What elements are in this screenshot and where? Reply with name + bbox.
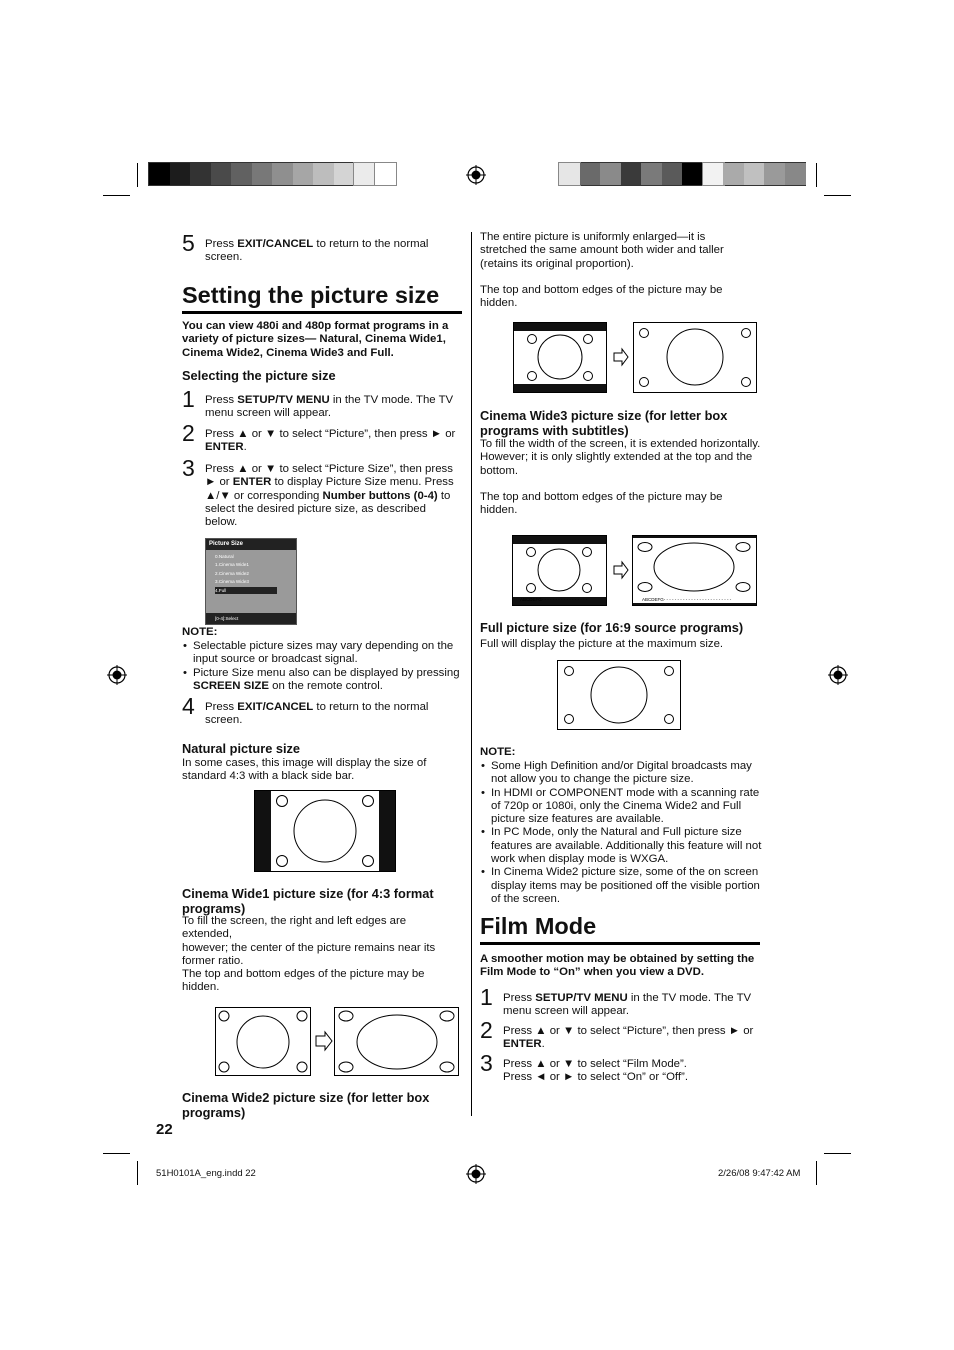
- color-swatch: [723, 163, 744, 185]
- subtitle-sample-left: ABCDEFG- - - - - - - - - - - - - - - - -: [520, 597, 588, 602]
- menu-item: 0.Natural: [215, 554, 234, 559]
- subheading: Cinema Wide1 picture size (for 4:3 format programs): [182, 886, 434, 916]
- footer-file: 51H0101A_eng.indd 22: [156, 1168, 256, 1179]
- menu-footer: [0-4]:Select: [206, 613, 296, 624]
- title-rule: [182, 311, 462, 314]
- color-swatch: [313, 163, 334, 185]
- color-bar-right: [558, 162, 806, 186]
- step-number: 2: [182, 420, 195, 446]
- step-number: 5: [182, 230, 195, 256]
- menu-title: Picture Size: [206, 539, 296, 550]
- color-swatch: [149, 163, 170, 185]
- color-swatch: [641, 163, 662, 185]
- color-swatch: [703, 163, 724, 185]
- note-item: • Picture Size menu also can be displayed by pressing SCREEN SIZE on the remote control.: [182, 667, 464, 694]
- step-text-suffix: to return to the normal screen.: [205, 238, 429, 264]
- color-swatch: [600, 163, 621, 185]
- color-swatch: [662, 163, 683, 185]
- step-number: 3: [480, 1050, 493, 1076]
- body-text: In some cases, this image will display the size of standard 4:3 with a black side bar.: [182, 757, 427, 783]
- subheading: Natural picture size: [182, 741, 301, 756]
- color-swatch: [334, 163, 355, 185]
- body-text: To fill the screen, the right and left edges are extended, however; the center of the picture remains near its former ratio. The top and bottom edges of the picture may be hidden.: [182, 915, 436, 994]
- menu-item: 4.Full: [215, 587, 227, 593]
- menu-item: 2.Cinema Wide2: [215, 571, 249, 576]
- color-swatch: [354, 163, 375, 185]
- color-swatch: [272, 163, 293, 185]
- step-number: 4: [182, 693, 195, 719]
- note-label: NOTE:: [480, 746, 516, 758]
- note-item: • In HDMI or COMPONENT mode with a scanning rate of 720p or 1080i, only the Cinema Wide2 and Full picture size features are available.: [480, 787, 762, 827]
- notes-list: [480, 760, 762, 906]
- intro-text: You can view 480i and 480p format programs in a variety of picture sizes— Natural, Cinema Wide1, Cinema Wide2, Cinema Wide3 and Full.: [182, 320, 449, 359]
- note-item: • In Cinema Wide2 picture size, some of the on screen display items may be positioned off the visible portion of the screen.: [480, 866, 762, 906]
- step-text: Press ▲ or ▼ to select “Picture Size”, then press ► or ENTER to display Picture Size menu. Press ▲/▼ or corresponding Number buttons (0-4) to select the desired picture size, as described below.: [205, 463, 454, 529]
- color-swatch: [231, 163, 252, 185]
- color-swatch: [170, 163, 191, 185]
- section-title: Setting the picture size: [182, 282, 440, 308]
- subheading: Full picture size (for 16:9 source programs): [480, 620, 744, 635]
- note-label: NOTE:: [182, 626, 218, 638]
- color-swatch: [682, 163, 703, 185]
- cinema-wide3-diagram: [512, 535, 758, 607]
- color-swatch: [375, 163, 396, 185]
- menu-item: 3.Cinema Wide3: [215, 579, 249, 584]
- page-number: 22: [156, 1121, 173, 1138]
- color-swatch: [580, 163, 601, 185]
- registration-target-icon: [466, 165, 486, 185]
- natural-diagram: [254, 790, 396, 872]
- step-text: [205, 238, 460, 265]
- step-text: Press ▲ or ▼ to select “Film Mode”. Press ◄ or ► to select “On” or “Off”.: [503, 1058, 689, 1084]
- cinema-wide1-diagram: [215, 1007, 460, 1077]
- menu-item: 1.Cinema Wide1: [215, 562, 249, 567]
- column-divider: [471, 232, 472, 1116]
- step-number: 3: [182, 455, 195, 481]
- button-name: EXIT/CANCEL: [237, 238, 314, 250]
- step-number: 2: [480, 1017, 493, 1043]
- color-swatch: [211, 163, 232, 185]
- step-text-prefix: Press: [205, 238, 238, 250]
- step-text: Press EXIT/CANCEL to return to the normal screen.: [205, 701, 429, 727]
- notes-list: [182, 640, 464, 693]
- color-swatch: [785, 163, 806, 185]
- step-text: Press SETUP/TV MENU in the TV mode. The TV menu screen will appear.: [205, 394, 454, 420]
- subheading: Cinema Wide2 picture size (for letter box programs): [182, 1090, 430, 1120]
- picture-size-menu: [205, 538, 297, 625]
- body-text: Full will display the picture at the maximum size.: [480, 638, 724, 650]
- registration-target-icon: [828, 665, 848, 685]
- registration-target-icon: [466, 1164, 486, 1184]
- color-bar-left: [148, 162, 396, 186]
- step-text: Press SETUP/TV MENU in the TV mode. The TV menu screen will appear.: [503, 992, 752, 1018]
- subheading: Selecting the picture size: [182, 368, 336, 383]
- note-item: • Selectable picture sizes may vary depending on the input source or broadcast signal.: [182, 640, 464, 667]
- section-title: Film Mode: [480, 913, 597, 939]
- subheading: Cinema Wide3 picture size (for letter box programs with subtitles): [480, 408, 728, 438]
- color-swatch: [252, 163, 273, 185]
- intro-text: A smoother motion may be obtained by setting the Film Mode to “On” when you view a DVD.: [480, 953, 755, 979]
- subtitle-sample-right: ABCDEFG- - - - - - - - - - - - - - - - - - - - - - - - -: [642, 597, 732, 602]
- full-diagram: [557, 660, 682, 731]
- color-swatch: [764, 163, 785, 185]
- cinema-wide2-diagram: [513, 322, 758, 394]
- color-swatch: [559, 163, 580, 185]
- body-text: To fill the width of the screen, it is extended horizontally. However; it is only slightly extended at the top and the bottom. The top and bottom edges of the picture may be hidden.: [480, 438, 761, 517]
- step-number: 1: [480, 984, 493, 1010]
- title-rule: [480, 942, 760, 945]
- step-number: 1: [182, 386, 195, 412]
- color-swatch: [293, 163, 314, 185]
- color-swatch: [621, 163, 642, 185]
- footer-date: 2/26/08 9:47:42 AM: [718, 1168, 801, 1179]
- body-text: The entire picture is uniformly enlarged—it is stretched the same amount both wider and taller (retains its original proportion). The top and bottom edges of the picture may be hidden.: [480, 231, 724, 310]
- registration-target-icon: [107, 665, 127, 685]
- note-item: • In PC Mode, only the Natural and Full picture size features are available. Additionally this feature will not work when display mode is WXGA.: [480, 826, 762, 866]
- step-text: Press ▲ or ▼ to select “Picture”, then press ► or ENTER.: [503, 1025, 754, 1051]
- color-swatch: [744, 163, 765, 185]
- color-swatch: [190, 163, 211, 185]
- step-text: Press ▲ or ▼ to select “Picture”, then press ► or ENTER.: [205, 428, 456, 454]
- note-item: • Some High Definition and/or Digital broadcasts may not allow you to change the picture size.: [480, 760, 762, 787]
